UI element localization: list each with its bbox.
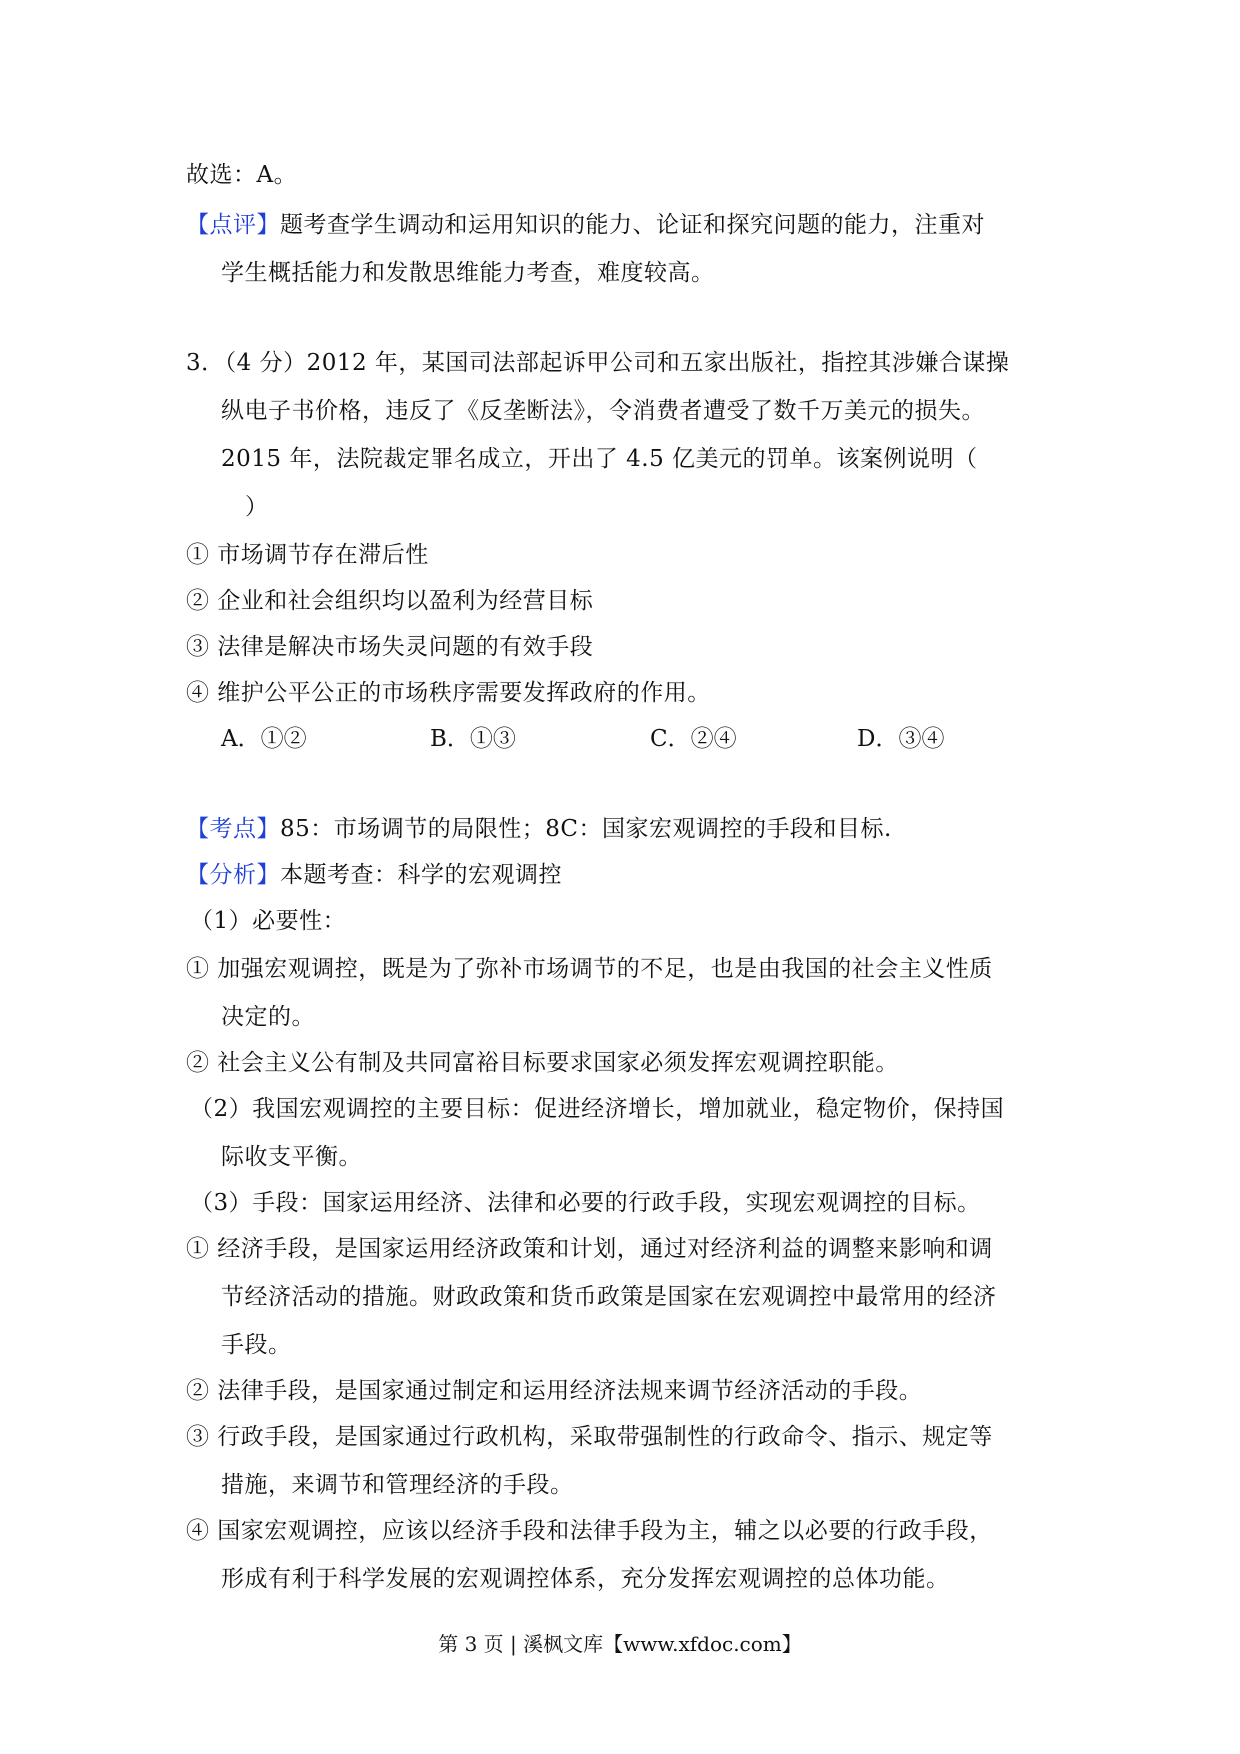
analysis-line: 决定的。 bbox=[221, 1004, 315, 1030]
option-a: A．①② bbox=[221, 726, 307, 752]
analysis-line: ③ 行政手段，是国家通过行政机构，采取带强制性的行政命令、指示、规定等 bbox=[186, 1424, 993, 1450]
option-c: C．②④ bbox=[650, 726, 737, 752]
analysis-line: 手段。 bbox=[221, 1332, 292, 1358]
analysis-line: 际收支平衡。 bbox=[221, 1144, 362, 1170]
option-b: B．①③ bbox=[430, 726, 516, 752]
analysis-line: （1）必要性： bbox=[190, 908, 347, 934]
kaodian-paragraph bbox=[186, 814, 892, 844]
fenxi-paragraph bbox=[186, 860, 562, 890]
review-paragraph bbox=[186, 210, 985, 240]
analysis-line: ① 加强宏观调控，既是为了弥补市场调节的不足，也是由我国的社会主义性质 bbox=[186, 956, 993, 982]
review-tag: 【点评】 bbox=[186, 212, 280, 238]
statement-item-4: ④ 维护公平公正的市场秩序需要发挥政府的作用。 bbox=[186, 680, 711, 706]
statement-item-1: ① 市场调节存在滞后性 bbox=[186, 542, 429, 568]
kaodian-tag: 【考点】 bbox=[186, 816, 280, 842]
analysis-line: 措施，来调节和管理经济的手段。 bbox=[221, 1472, 574, 1498]
statement-item-3: ③ 法律是解决市场失灵问题的有效手段 bbox=[186, 634, 594, 660]
statement-item-2: ② 企业和社会组织均以盈利为经营目标 bbox=[186, 588, 594, 614]
analysis-line: （3）手段：国家运用经济、法律和必要的行政手段，实现宏观调控的目标。 bbox=[190, 1190, 981, 1216]
analysis-line: ② 社会主义公有制及共同富裕目标要求国家必须发挥宏观调控职能。 bbox=[186, 1050, 899, 1076]
answer-conclusion: 故选：A。 bbox=[186, 162, 298, 188]
fenxi-text: 本题考查：科学的宏观调控 bbox=[280, 862, 562, 888]
analysis-line: （2）我国宏观调控的主要目标：促进经济增长，增加就业，稳定物价，保持国 bbox=[190, 1096, 1005, 1122]
page-footer: 第 3 页 | 溪枫文库【www.xfdoc.com】 bbox=[438, 1632, 802, 1656]
analysis-line: ② 法律手段，是国家通过制定和运用经济法规来调节经济活动的手段。 bbox=[186, 1378, 923, 1404]
question-stem-line4: ） bbox=[245, 494, 269, 520]
analysis-line: 形成有利于科学发展的宏观调控体系，充分发挥宏观调控的总体功能。 bbox=[221, 1566, 950, 1592]
option-d: D．③④ bbox=[857, 726, 945, 752]
fenxi-tag: 【分析】 bbox=[186, 862, 280, 888]
question-stem-line2: 纵电子书价格，违反了《反垄断法》，令消费者遭受了数千万美元的损失。 bbox=[221, 398, 985, 424]
analysis-line: 节经济活动的措施。财政政策和货币政策是国家在宏观调控中最常用的经济 bbox=[221, 1284, 997, 1310]
question-stem-line3: 2015 年，法院裁定罪名成立，开出了 4.5 亿美元的罚单。该案例说明（ bbox=[221, 446, 978, 472]
review-text-line1: 题考查学生调动和运用知识的能力、论证和探究问题的能力，注重对 bbox=[280, 212, 985, 238]
analysis-line: ④ 国家宏观调控，应该以经济手段和法律手段为主，辅之以必要的行政手段， bbox=[186, 1518, 993, 1544]
review-text-line2: 学生概括能力和发散思维能力考查，难度较高。 bbox=[221, 260, 715, 286]
analysis-line: ① 经济手段，是国家运用经济政策和计划，通过对经济利益的调整来影响和调 bbox=[186, 1236, 993, 1262]
kaodian-text: 85：市场调节的局限性；8C：国家宏观调控的手段和目标. bbox=[280, 816, 892, 842]
question-stem-line1: 3．（4 分）2012 年，某国司法部起诉甲公司和五家出版社，指控其涉嫌合谋操 bbox=[186, 350, 1010, 376]
